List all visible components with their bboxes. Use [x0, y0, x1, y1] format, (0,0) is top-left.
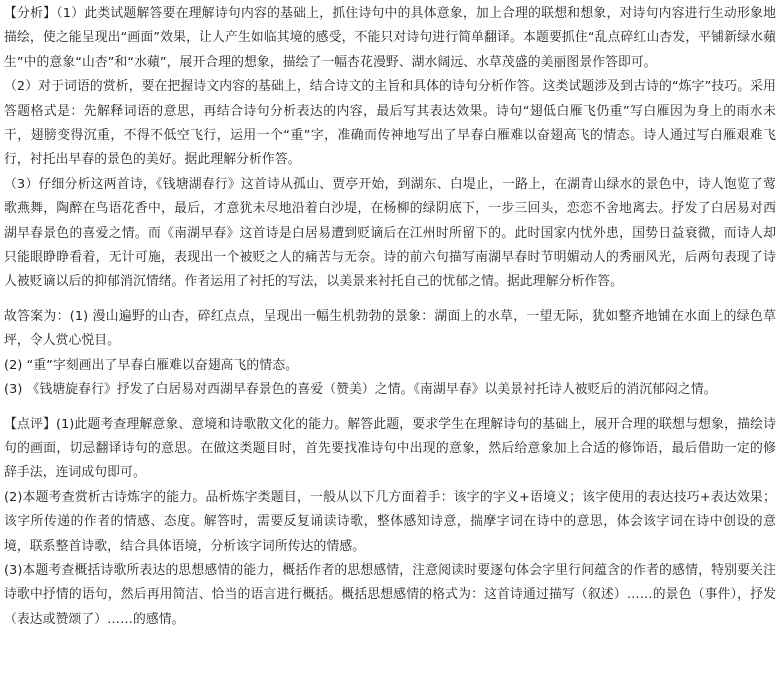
answer-section [4, 305, 776, 403]
analysis-paragraph-3: （3）仔细分析这两首诗，《钱塘湖春行》这首诗从孤山、贾亭开始，到湖东、白堤止，一路上，在湖青山绿水的景色中，诗人饱览了莺歌燕舞，陶醉在鸟语花香中，最后，才意犹未尽地沿着白沙堤，在杨柳的绿阴底下，一步三回头，恋恋不舍地离去。抒发了白居易对西湖早春景色的喜爱之情。而《南湖早春》这首诗是白居易遭到贬谪后在江州时所留下的。此时国家内忧外患，国势日益衰微，而诗人却只能眼睁睁看着，无计可施，表现出一个被贬之人的痛苦与无奈。诗的前六句描写南湖早春时节明媚动人的秀丽风光，后两句表现了诗人被贬谪以后的抑郁消沉情绪。作者运用了衬托的写法，以美景来衬托自己的忧郁之情。据此理解分析作答。 [4, 176, 776, 290]
answer-line-1: 故答案为：(1) 漫山遍野的山杏，碎红点点，呈现出一幅生机勃勃的景象：湖面上的水草，一望无际，犹如整齐地铺在水面上的绿色草坪，令人赏心悦目。 [4, 308, 776, 349]
section-spacer [4, 403, 776, 413]
comment-section [4, 413, 776, 633]
section-spacer [4, 295, 776, 305]
comment-paragraph-3: (3)本题考查概括诗歌所表达的思想感情的能力，概括作者的思想感情，注意阅读时要逐句体会字里行间蕴含的作者的感情，特别要关注诗歌中抒情的语句，然后再用简洁、恰当的语言进行概括。概括思想感情的格式为：这首诗通过描写（叙述）……的景色（事件），抒发（表达或赞颂了）……的感情。 [4, 562, 776, 627]
analysis-paragraph-1: 【分析】（1）此类试题解答要在理解诗句内容的基础上，抓住诗句中的具体意象，加上合理的联想和想象，对诗句内容进行生动形象地描绘，使之能呈现出“画面”效果，让人产生如临其境的感受，不能只对诗句进行简单翻译。本题要抓住“乱点碎红山杏发，平铺新绿水蘋生”中的意象“山杏”和“水蘋”，展开合理的想象，描绘了一幅杏花漫野、湖水阔远、水草茂盛的美丽图景作答即可。 [4, 6, 776, 70]
answer-line-2: (2) “重”字刻画出了早春白雁难以奋翅高飞的情态。 [4, 357, 298, 373]
comment-paragraph-2: (2)本题考查赏析古诗炼字的能力。品析炼字类题目，一般从以下几方面着手：该字的字义+语境义；该字使用的表达技巧+表达效果；该字所传递的作者的情感、态度。解答时，需要反复诵读诗歌，整体感知诗意，揣摩字词在诗中的意思，体会该字词在诗中创设的意境，联系整首诗歌，结合具体语境，分析该字词所传达的情感。 [4, 489, 776, 554]
answer-line-3: (3) 《钱塘旋春行》抒发了白居易对西湖早春景色的喜爱（赞美）之情。《南湖早春》以美景衬托诗人被贬后的消沉郁闷之情。 [4, 382, 717, 398]
comment-paragraph-1: 【点评】(1)此题考查理解意象、意境和诗歌散文化的能力。解答此题，要求学生在理解诗句的基础上，展开合理的联想与想象，描绘诗句的画面，切忌翻译诗句的意思。在做这类题目时，首先要找准诗句中出现的意象，然后给意象加上合适的修饰语，最后借助一定的修辞手法，连词成句即可。 [4, 416, 776, 481]
analysis-section [4, 2, 776, 295]
analysis-paragraph-2: （2）对于词语的赏析，要在把握诗文内容的基础上，结合诗文的主旨和具体的诗句分析作答。这类试题涉及到古诗的“炼字”技巧。采用答题格式是：先解释词语的意思，再结合诗句分析表达的内容，最后写其表达效果。诗句“翅低白雁飞仍重”写白雁因为身上的雨水未干，翅膀变得沉重，不得不低空飞行，运用一个“重”字，准确而传神地写出了早春白雁难以奋翅高飞的情态。诗人通过写白雁艰难飞行，衬托出早春的景色的美好。据此理解分析作答。 [4, 79, 776, 168]
